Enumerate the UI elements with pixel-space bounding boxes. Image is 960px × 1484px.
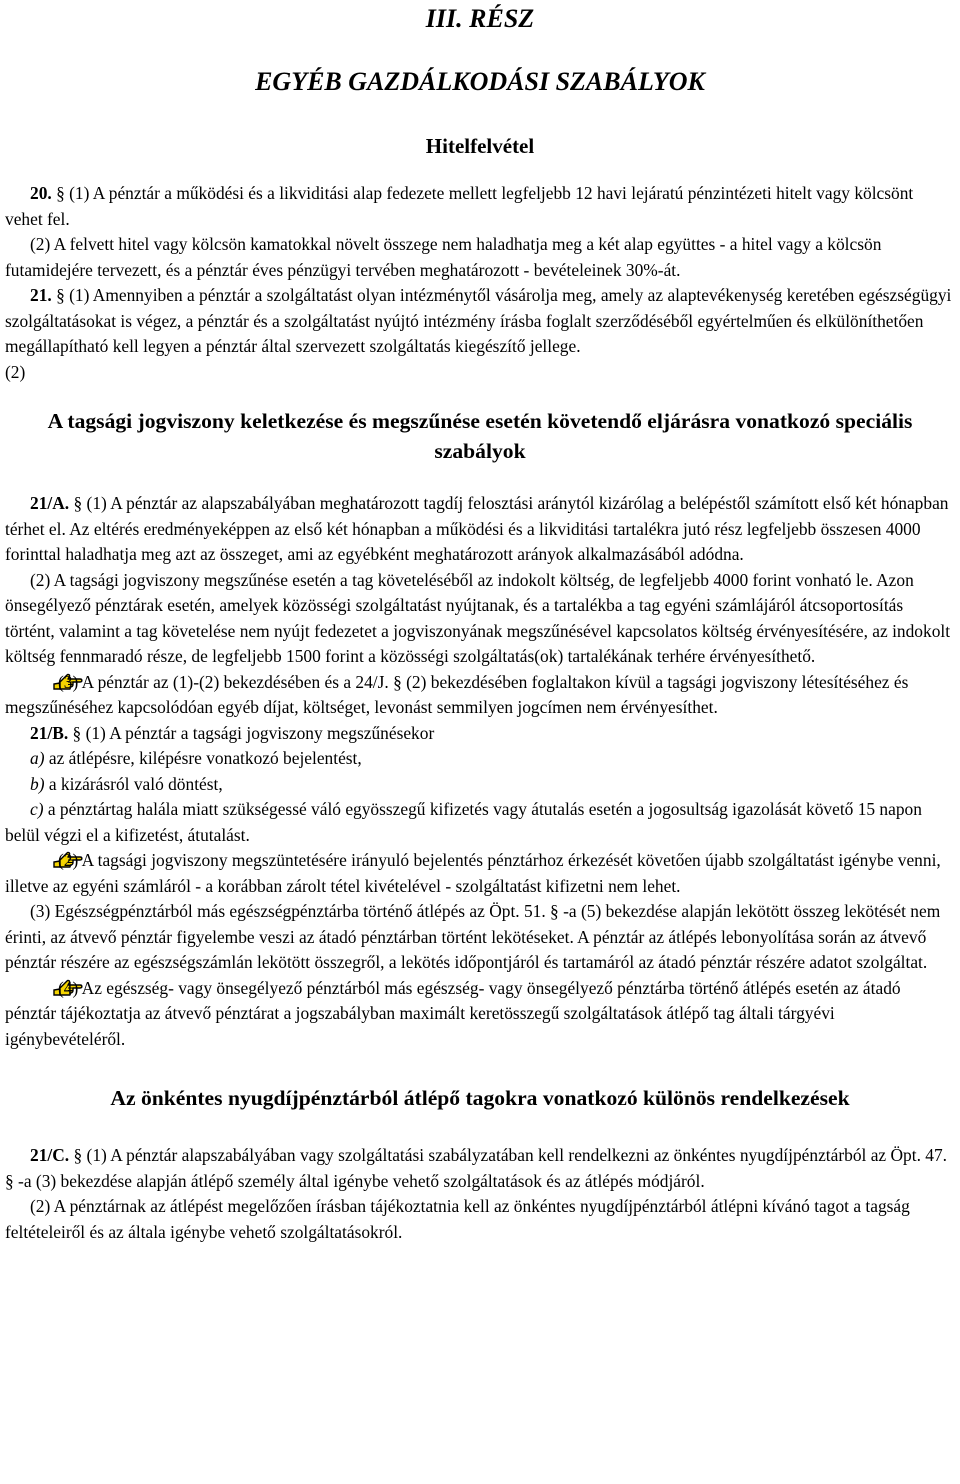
paragraph-21b-1 bbox=[5, 721, 955, 747]
paragraph-20-2: (2) A felvett hitel vagy kölcsön kamatokkal növelt összege nem haladhatja meg a két alap együttes - a hitel vagy a kölcsön futamidejére tervezett, és a pénztár éves pénzügyi tervében meghatározott - bevételeinek 30%-át. bbox=[5, 234, 882, 280]
list-item-b bbox=[5, 772, 955, 798]
paragraph-21b-3: (3) Egészségpénztárból más egészségpénztárba történő átlépés az Öpt. 51. § -a (5) bekezdése alapján lekötött összeg lekötését nem érinti, az átvevő pénztár figyelembe veszi az átadó pénztárban történt lekötéseket. A pénztár az átlépés lebonyolítása során az átvevő pénztár részére az egészségszámlán lekötött összegről, a lekötés időpontjáról és tartamáról az átadó pénztár részére adatot szolgáltat. bbox=[5, 901, 941, 972]
paragraph-21a-1 bbox=[5, 491, 955, 568]
paragraph-text: (3) A pénztár az (1)-(2) bekezdésében és a 24/J. § (2) bekezdésében foglaltakon kívül a tagsági jogviszony létesítéséhez és megszűnéséhez kapcsolódóan egyéb díjat, költséget, levonást semmilyen jogcímen nem érvényesíthet. bbox=[5, 671, 909, 717]
list-letter: b) bbox=[30, 773, 45, 794]
paragraph-text: § (1) A pénztár a működési és a likviditási alap fedezete mellett legfeljebb 12 havi lejáratú pénzintézeti hitelt vagy kölcsönt vehet fel. bbox=[5, 183, 914, 229]
paragraph-21-1 bbox=[5, 283, 955, 360]
paragraph-21c-1 bbox=[5, 1143, 955, 1194]
document-page bbox=[0, 4, 960, 1245]
paragraph-text: § (1) Amennyiben a pénztár a szolgáltatást olyan intézménytől vásárolja meg, amely az alaptevékenység keretében egészségügyi szolgáltatásokat is végez, a pénztár és a szolgáltatást nyújtó intézmény írásba foglalt szerződéséből egyértelműen és elkülöníthetően megállapítható kell legyen a pénztár által szervezett szolgáltatás kiegészítő jellege. bbox=[5, 285, 952, 356]
paragraph-21b-2 bbox=[5, 848, 955, 899]
list-text: az átlépésre, kilépésre vonatkozó bejelentést, bbox=[44, 748, 362, 768]
section-number: 21. bbox=[30, 285, 52, 305]
section-number: 21/B. bbox=[30, 722, 69, 743]
section-heading-hitelfelvetel: Hitelfelvétel bbox=[425, 134, 535, 158]
paragraph-21c-2: (2) A pénztárnak az átlépést megelőzően írásban tájékoztatnia kell az önkéntes nyugdíjpénztárból átlépni kívánó tagot a tagság feltételeiről és az általa igénybe vehető szolgáltatásokról. bbox=[5, 1196, 910, 1242]
section-heading-tagsagi-jogviszony: A tagsági jogviszony keletkezése és megszűnése esetén követendő eljárásra vonatkozó speciális szabályok bbox=[47, 409, 913, 463]
list-letter: a) bbox=[30, 748, 45, 768]
list-item-c bbox=[5, 797, 955, 848]
list-letter: c) bbox=[30, 799, 44, 819]
paragraph-text: (4) Az egészség- vagy önsegélyező pénztárból más egészség- vagy önsegélyező pénztárba történő átlépés esetén az átadó pénztár tájékoztatja az átvevő pénztárat a jogszabályban maximált keretösszegű szolgáltatások átlépő tag általi tárgyévi igénybevételéről. bbox=[5, 977, 901, 1049]
list-text: a pénztártag halála miatt szükségessé váló egyösszegű kifizetés vagy átutalás esetén a jogosultság igazolását követő 15 napon belül végzi el a kifizetést, átutalást. bbox=[5, 799, 922, 845]
pointing-hand-icon[interactable] bbox=[26, 977, 58, 997]
list-item-a bbox=[5, 746, 955, 772]
paragraph-text: (2) A tagsági jogviszony megszüntetésére irányuló bejelentés pénztárhoz érkezését követően újabb szolgáltatást igénybe venni, illetve az egyéni számláról - a korábban zárolt tétel kivételével - szolgáltatást kifizetni nem lehet. bbox=[5, 850, 941, 896]
pointing-hand-icon[interactable] bbox=[26, 671, 58, 691]
section-number: 21/C. bbox=[30, 1145, 70, 1165]
paragraph-20-1 bbox=[5, 181, 955, 232]
paragraph-21-2: (2) bbox=[5, 361, 26, 382]
section-number: 21/A. bbox=[30, 493, 70, 513]
paragraph-21a-3 bbox=[5, 670, 955, 721]
part-subtitle: EGYÉB GAZDÁLKODÁSI SZABÁLYOK bbox=[255, 67, 705, 96]
section-heading-nyugdijpenztar: Az önkéntes nyugdíjpénztárból átlépő tagokra vonatkozó különös rendelkezések bbox=[110, 1086, 850, 1110]
section-number: 20. bbox=[30, 183, 52, 203]
paragraph-text: § (1) A pénztár a tagsági jogviszony megszűnésekor bbox=[68, 722, 435, 743]
part-title: III. RÉSZ bbox=[425, 4, 535, 33]
list-text: a kizárásról való döntést, bbox=[44, 773, 223, 794]
paragraph-21b-4 bbox=[5, 976, 955, 1053]
paragraph-text: § (1) A pénztár alapszabályában vagy szolgáltatási szabályzatában kell rendelkezni az önkéntes nyugdíjpénztárból az Öpt. 47. § -a (3) bekezdése alapján átlépő személy által igénybe vehető szolgáltatások és az átlépés módjáról. bbox=[5, 1145, 948, 1191]
paragraph-text: § (1) A pénztár az alapszabályában meghatározott tagdíj felosztási aránytól kizárólag a belépéstől számított első két hónapban térhet el. Az eltérés eredményeképpen az első két hónapban a működési és a likviditási tartalékra jutó rész legfeljebb összesen 4000 forinttal haladhatja meg azt az összeget, ami az egyébként meghatározott arányok alkalmazásából adódna. bbox=[5, 493, 949, 564]
pointing-hand-icon[interactable] bbox=[26, 849, 58, 869]
paragraph-21a-2: (2) A tagsági jogviszony megszűnése esetén a tag követeléséből az indokolt költség, de legfeljebb 4000 forint vonható le. Azon önsegélyező pénztárak esetén, amelyek közösségi szolgáltatást nyújtanak, és a tartalékba a tag egyéni számlájáról átcsoportosítás történt, valamint a tag követelése nem nyújt fedezetet a jogviszonyának megszűnésével kapcsolatos költség érvényesítésére, az indokolt költség fennmaradó része, de legfeljebb 1500 forint a közösségi szolgáltatás(ok) tartalékának terhére érvényesíthető. bbox=[5, 569, 951, 666]
